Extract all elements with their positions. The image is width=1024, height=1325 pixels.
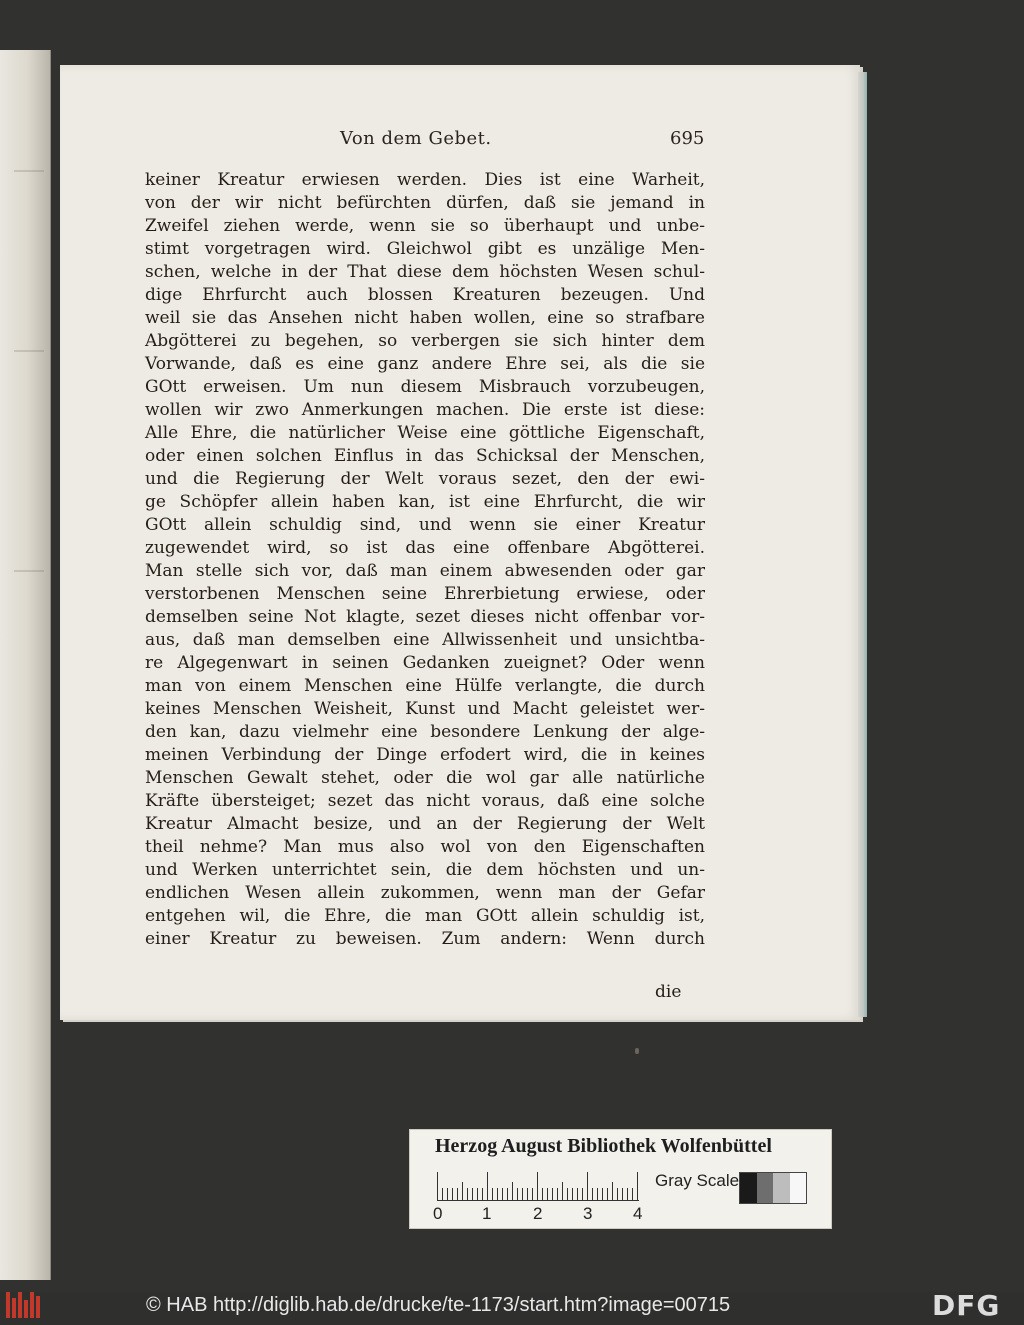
text-line: GOtt allein schuldig sind, und wenn sie einer Kreatur <box>145 515 705 535</box>
text-line: weil sie das Ansehen nicht haben wollen, eine so strafbare <box>145 308 705 328</box>
bleed-mark <box>14 170 44 172</box>
ruler-tick <box>567 1188 568 1200</box>
ruler-tick <box>507 1188 508 1200</box>
catchword: die <box>655 982 682 1002</box>
text-line: Zweifel ziehen werde, wenn sie so überhaupt und unbe- <box>145 216 705 236</box>
text-line: keines Menschen Weisheit, Kunst und Macht geleistet wer- <box>145 699 705 719</box>
ruler-tick <box>632 1188 633 1200</box>
text-line: Kräfte übersteiget; sezet das nicht voraus, daß eine solche <box>145 791 705 811</box>
ruler-tick <box>562 1182 563 1200</box>
hab-logo-icon <box>6 1292 46 1318</box>
text-line: von der wir nicht befürchten dürfen, daß sie jemand in <box>145 193 705 213</box>
ruler-tick <box>627 1188 628 1200</box>
gray-scale-label: Gray Scale <box>655 1171 740 1190</box>
text-line: keiner Kreatur erwiesen werden. Dies ist eine Warheit, <box>145 170 705 190</box>
text-line: demselben seine Not klagte, sezet dieses nicht offenbar vor- <box>145 607 705 627</box>
ruler-tick <box>457 1188 458 1200</box>
text-line: Abgötterei zu begehen, so verbergen sie sich hinter dem <box>145 331 705 351</box>
page-number: 695 <box>670 128 705 149</box>
ruler-tick <box>602 1188 603 1200</box>
text-line: GOtt erweisen. Um nun diesem Misbrauch vorzubeugen, <box>145 377 705 397</box>
ruler-tick <box>597 1188 598 1200</box>
bleed-mark <box>14 350 44 352</box>
ruler-tick <box>637 1172 638 1200</box>
ruler-tick <box>537 1172 538 1200</box>
copyright-link[interactable]: © HAB http://diglib.hab.de/drucke/te-1173/start.htm?image=00715 <box>146 1294 731 1316</box>
ruler-label: 1 <box>482 1204 492 1223</box>
ruler-tick <box>487 1172 488 1200</box>
ruler-label: 0 <box>433 1204 443 1223</box>
ruler-tick <box>572 1188 573 1200</box>
text-line: entgehen wil, die Ehre, die man GOtt allein schuldig ist, <box>145 906 705 926</box>
text-line: endlichen Wesen allein zukommen, wenn man der Gefar <box>145 883 705 903</box>
dfg-logo: DFG <box>932 1289 1001 1322</box>
page-edge <box>858 72 867 1017</box>
ruler-tick <box>617 1188 618 1200</box>
adjacent-page-edge <box>0 50 51 1280</box>
ruler-tick <box>612 1182 613 1200</box>
text-line: Kreatur Almacht besize, und an der Regierung der Welt <box>145 814 705 834</box>
ruler-tick <box>542 1188 543 1200</box>
text-line: stimt vorgetragen wird. Gleichwol gibt es unzälige Men- <box>145 239 705 259</box>
text-line: zugewendet wird, so ist das eine offenbare Abgötterei. <box>145 538 705 558</box>
text-line: Man stelle sich vor, daß man einem abwesenden oder gar <box>145 561 705 581</box>
ink-smudge <box>635 1048 639 1054</box>
ruler-tick <box>437 1172 438 1200</box>
text-line: man von einem Menschen eine Hülfe verlangte, die durch <box>145 676 705 696</box>
ruler-tick <box>517 1188 518 1200</box>
text-line: dige Ehrfurcht auch blossen Kreaturen bezeugen. Und <box>145 285 705 305</box>
ruler-tick <box>577 1188 578 1200</box>
ruler-label: 2 <box>533 1204 543 1223</box>
running-head: Von dem Gebet. <box>340 128 492 149</box>
text-line: den kan, dazu vielmehr eine besondere Lenkung der alge- <box>145 722 705 742</box>
ruler-tick <box>442 1188 443 1200</box>
gray-swatch <box>757 1173 774 1203</box>
gray-swatch <box>740 1173 757 1203</box>
ruler-label: 3 <box>583 1204 593 1223</box>
ruler-tick <box>557 1188 558 1200</box>
ruler-tick <box>467 1188 468 1200</box>
text-line: und Werken unterrichtet sein, die dem höchsten und un- <box>145 860 705 880</box>
ruler-tick <box>622 1188 623 1200</box>
ruler-tick <box>532 1188 533 1200</box>
ruler-tick <box>452 1188 453 1200</box>
text-line: aus, daß man demselben eine Allwissenheit und unsichtba- <box>145 630 705 650</box>
text-line: einer Kreatur zu beweisen. Zum andern: Wenn durch <box>145 929 705 949</box>
gray-swatch <box>773 1173 790 1203</box>
ruler-tick <box>527 1188 528 1200</box>
ruler-tick <box>447 1188 448 1200</box>
text-line: re Algegenwart in seinen Gedanken zueignet? Oder wenn <box>145 653 705 673</box>
body-text <box>145 169 705 951</box>
text-line: wollen wir zwo Anmerkungen machen. Die erste ist diese: <box>145 400 705 420</box>
ruler-tick <box>552 1188 553 1200</box>
ruler-label: 4 <box>633 1204 643 1223</box>
ruler-tick <box>587 1172 588 1200</box>
ruler-tick <box>462 1182 463 1200</box>
ruler-tick <box>607 1188 608 1200</box>
text-line: verstorbenen Menschen seine Ehrerbietung erwiese, oder <box>145 584 705 604</box>
text-line: und die Regierung der Welt voraus sezet, den der ewi- <box>145 469 705 489</box>
text-line: Vorwande, daß es eine ganz andere Ehre sei, als die sie <box>145 354 705 374</box>
ruler-tick <box>502 1188 503 1200</box>
ruler-tick <box>512 1182 513 1200</box>
bleed-mark <box>14 570 44 572</box>
text-line: oder einen solchen Einflus in das Schicksal der Menschen, <box>145 446 705 466</box>
ruler-tick <box>482 1188 483 1200</box>
ruler-tick <box>472 1188 473 1200</box>
ruler-tick <box>497 1188 498 1200</box>
ruler-tick <box>582 1188 583 1200</box>
gray-swatch <box>790 1173 807 1203</box>
text-line: theil nehme? Man mus also wol von den Eigenschaften <box>145 837 705 857</box>
ruler-tick <box>477 1188 478 1200</box>
text-line: ge Schöpfer allein haben kan, ist eine Ehrfurcht, die wir <box>145 492 705 512</box>
ruler-tick <box>492 1188 493 1200</box>
ruler-tick <box>547 1188 548 1200</box>
text-line: Alle Ehre, die natürlicher Weise eine göttliche Eigenschaft, <box>145 423 705 443</box>
text-line: meinen Verbindung der Dinge erfodert wird, die in keines <box>145 745 705 765</box>
library-name: Herzog August Bibliothek Wolfenbüttel <box>435 1135 772 1157</box>
ruler-tick <box>592 1188 593 1200</box>
ruler <box>437 1170 639 1201</box>
text-line: schen, welche in der That diese dem höchsten Wesen schul- <box>145 262 705 282</box>
text-line: Menschen Gewalt stehet, oder die wol gar alle natürliche <box>145 768 705 788</box>
ruler-tick <box>522 1188 523 1200</box>
gray-scale-swatches <box>739 1172 807 1204</box>
